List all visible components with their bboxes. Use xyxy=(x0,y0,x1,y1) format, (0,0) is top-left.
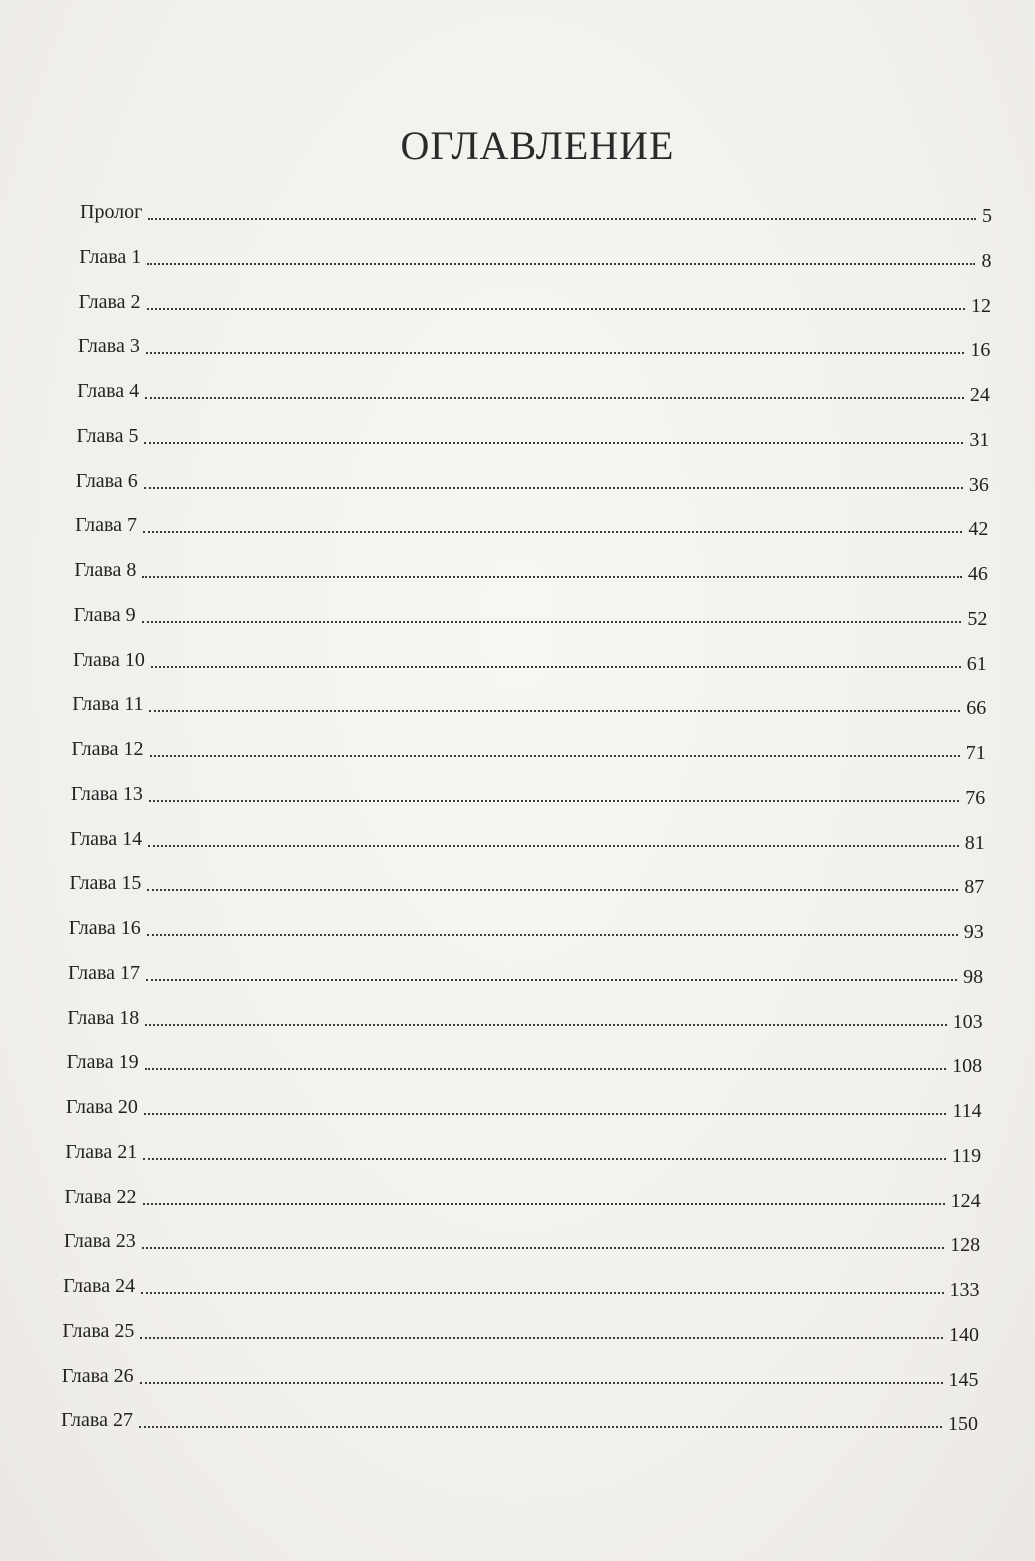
toc-entry-label: Глава 14 xyxy=(70,827,143,850)
toc-entry-label: Пролог xyxy=(80,201,143,223)
toc-entry-page: 66 xyxy=(966,697,987,720)
toc-entry-label: Глава 11 xyxy=(72,693,144,716)
dot-leader xyxy=(142,621,962,623)
dot-leader xyxy=(149,800,959,802)
toc-entry xyxy=(75,509,988,539)
toc-entry xyxy=(62,1360,979,1390)
toc-entry-page: 52 xyxy=(967,607,988,630)
toc-entry xyxy=(79,241,991,271)
toc-entry xyxy=(71,778,985,808)
toc-entry xyxy=(63,1270,979,1300)
toc-entry xyxy=(73,644,987,674)
toc-entry xyxy=(77,375,990,405)
dot-leader xyxy=(145,1068,947,1070)
toc-entry-page: 103 xyxy=(952,1010,983,1033)
dot-leader xyxy=(142,576,961,578)
dot-leader xyxy=(140,1337,943,1339)
dot-leader xyxy=(144,487,963,489)
dot-leader xyxy=(146,979,957,981)
toc-entry xyxy=(79,286,991,316)
toc-entry-label: Глава 26 xyxy=(61,1364,134,1387)
toc-entry-label: Глава 17 xyxy=(68,961,141,984)
toc-entry-page: 81 xyxy=(964,831,985,854)
toc-entry xyxy=(74,554,987,584)
toc-entry-label: Глава 21 xyxy=(65,1140,138,1163)
dot-leader xyxy=(148,218,976,220)
toc-entry-label: Глава 6 xyxy=(75,469,138,492)
toc-entry-page: 140 xyxy=(949,1323,980,1346)
toc-entry xyxy=(69,867,984,897)
toc-entry xyxy=(65,1136,981,1166)
dot-leader xyxy=(149,710,960,712)
toc-entry-label: Глава 13 xyxy=(70,782,143,805)
toc-entry-label: Глава 23 xyxy=(63,1230,136,1253)
dot-leader xyxy=(143,1158,946,1160)
dot-leader xyxy=(147,308,965,310)
toc-entry xyxy=(74,599,988,629)
dot-leader xyxy=(145,397,964,399)
toc-entry xyxy=(72,688,986,718)
toc-entry-page: 145 xyxy=(948,1368,979,1391)
toc-entry-label: Глава 2 xyxy=(78,290,141,313)
page-title: ОГЛАВЛЕНИЕ xyxy=(400,123,675,168)
dot-leader xyxy=(143,1203,945,1205)
toc-entry-label: Глава 5 xyxy=(76,424,139,447)
toc-entry-label: Глава 10 xyxy=(72,648,145,671)
toc-entry xyxy=(67,1046,983,1076)
toc-entry-label: Глава 25 xyxy=(62,1319,135,1342)
toc-entry-label: Глава 4 xyxy=(77,380,140,402)
dot-leader xyxy=(148,845,959,847)
dot-leader xyxy=(145,1024,946,1026)
toc-entry-page: 108 xyxy=(952,1055,983,1078)
toc-entry xyxy=(66,1091,982,1121)
toc-entry xyxy=(76,420,989,450)
toc-entry-page: 98 xyxy=(963,965,984,988)
dot-leader xyxy=(147,934,958,936)
toc-entry xyxy=(65,1181,981,1211)
dot-leader xyxy=(151,666,961,668)
toc-entry-page: 5 xyxy=(982,205,992,227)
toc-entry xyxy=(78,330,991,360)
toc-entry-page: 8 xyxy=(981,249,992,272)
dot-leader xyxy=(143,531,962,533)
toc-entry xyxy=(72,733,986,763)
dot-leader xyxy=(142,1247,944,1249)
toc-entry-page: 71 xyxy=(965,742,986,764)
dot-leader xyxy=(139,1426,942,1428)
toc-entry xyxy=(68,957,983,987)
dot-leader xyxy=(141,1292,943,1294)
toc-entry-label: Глава 22 xyxy=(64,1185,137,1208)
toc-entry-label: Глава 1 xyxy=(79,245,142,268)
dot-leader xyxy=(150,755,960,757)
dot-leader xyxy=(147,889,958,891)
toc-entry-label: Глава 16 xyxy=(68,917,141,939)
toc-entry-page: 87 xyxy=(964,876,985,899)
toc-entry-page: 76 xyxy=(965,786,986,809)
dot-leader xyxy=(146,352,965,354)
toc-entry xyxy=(70,823,985,853)
toc-entry-page: 42 xyxy=(968,518,989,541)
toc-entry xyxy=(62,1315,979,1345)
toc-entry-page: 114 xyxy=(952,1100,982,1122)
toc-entry-page: 16 xyxy=(970,339,991,362)
toc-entry-page: 128 xyxy=(950,1234,981,1257)
toc-entry-page: 12 xyxy=(970,294,991,317)
toc-entry-label: Глава 19 xyxy=(66,1051,139,1074)
toc-entry-label: Глава 3 xyxy=(77,335,140,358)
toc-entry-label: Глава 7 xyxy=(75,514,138,537)
toc-entry-page: 61 xyxy=(966,652,987,675)
toc-entry-page: 24 xyxy=(969,384,990,406)
toc-entry xyxy=(67,1002,982,1032)
dot-leader xyxy=(147,263,975,265)
toc-entry-page: 119 xyxy=(951,1144,982,1167)
toc-entry-page: 36 xyxy=(968,473,989,496)
toc-entry xyxy=(76,465,989,495)
toc-entry xyxy=(64,1225,980,1255)
toc-entry-label: Глава 20 xyxy=(65,1096,138,1118)
dot-leader xyxy=(144,1113,946,1115)
toc-entry xyxy=(80,196,992,226)
dot-leader xyxy=(140,1382,943,1384)
toc-entry-page: 46 xyxy=(967,563,988,585)
toc-entry-page: 133 xyxy=(949,1279,980,1301)
toc-entry xyxy=(61,1404,978,1434)
toc-entry-label: Глава 9 xyxy=(73,603,136,626)
toc-entry-page: 124 xyxy=(950,1189,981,1212)
dot-leader xyxy=(144,442,963,444)
toc-entry-page: 31 xyxy=(969,428,990,451)
toc-entry-label: Глава 18 xyxy=(67,1006,140,1029)
toc-entry-label: Глава 12 xyxy=(71,738,144,760)
toc-entry-label: Глава 15 xyxy=(69,872,142,895)
toc-entry xyxy=(69,912,984,942)
toc-entry-label: Глава 27 xyxy=(61,1409,133,1432)
toc-entry-label: Глава 24 xyxy=(63,1275,136,1297)
toc-entry-page: 150 xyxy=(948,1413,978,1436)
toc-entry-label: Глава 8 xyxy=(74,559,137,581)
toc-entry-page: 93 xyxy=(963,921,984,943)
